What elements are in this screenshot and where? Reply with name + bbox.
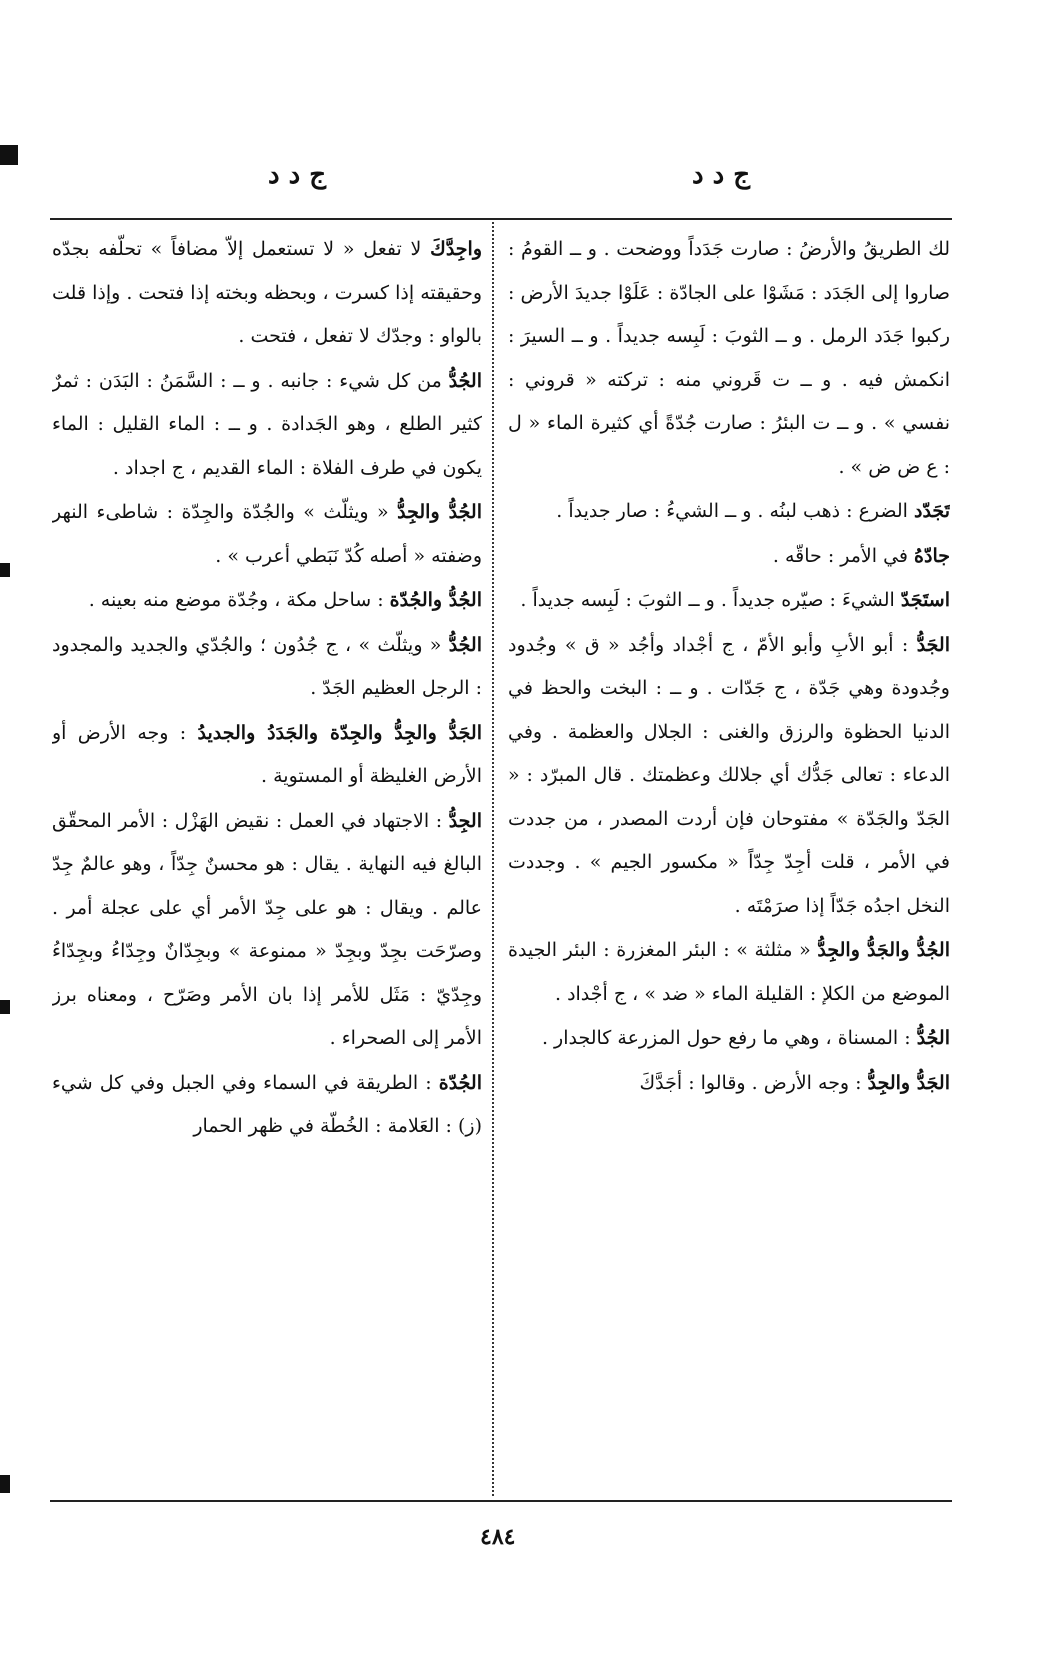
dictionary-entry [508, 489, 950, 534]
page-number: ٤٨٤ [480, 1524, 516, 1550]
definition: « مثلثة » : البئر المغزرة : البئر الجيدة الموضع من الكلإ : القليلة الماء « ضد » ، ج أجْداد . [508, 939, 950, 1005]
headword: جادّهُ [914, 544, 950, 567]
dictionary-entry [508, 1016, 950, 1061]
definition: الشيءَ : صيّره جديداً . و ــ الثوبَ : لَبِسه جديداً . [520, 589, 901, 611]
definition: : الطريقة في السماء وفي الجبل وفي كل شيء (ز) : العَلامة : الخُطّة في ظهر الحمار [52, 1071, 482, 1137]
headword: تَجَدّد [914, 500, 950, 522]
dictionary-entry [52, 578, 482, 623]
dictionary-entry [508, 228, 950, 489]
headword: الجُدّة [438, 1071, 482, 1094]
column-divider [492, 222, 494, 1496]
headword: الجِدُّ [448, 809, 482, 832]
dictionary-entry [52, 1061, 482, 1149]
right-column [508, 228, 950, 1490]
headword: الجَدُّ [916, 633, 950, 656]
headword: الجَدُّ والجِدُّ [867, 1071, 950, 1094]
definition: الضرع : ذهب لبنُه . و ــ الشيءُ : صار جديداً . [556, 500, 914, 522]
dictionary-entry [508, 1061, 950, 1106]
running-head-right: ج د د [692, 160, 751, 190]
dictionary-entry [508, 623, 950, 929]
dictionary-entry [508, 928, 950, 1016]
definition: لا تفعل « لا تستعمل إلاّ مضافاً » تحلّفه بجدّه وحقيقته إذا كسرت ، وبحظه وبخته إذا فتحت . وإذا قلت بالواو : وجدّك لا تفعل ، فتحت . [52, 238, 482, 347]
scan-edge-mark [0, 1475, 10, 1493]
definition: : الاجتهاد في العمل : نقيض الهَزْل : الأمر المحقّق البالغ فيه النهاية . يقال : هو محسنٌ جِدّاً ، وهو عالمٌ جِدّ عالم . ويقال : هو على جِدّ الأمر أي على عجلة أمر . وصرّحَت بجِدّ وبجِدّ « ممنوعة » وبجِدّانٌ وجِدّاءُ وبجِدّاءُ وجِدّيّ : مَثَل للأمر إذا بان الأمر وصَرّح ، ومعناه برز الأمر إلى الصحراء . [52, 809, 482, 1049]
definition: لك الطريقُ والأرضُ : صارت جَدَداً ووضحت . و ــ القومُ : صاروا إلى الجَدَد : مَشَوْا على الجادّة : عَلَوْا جديدَ الأرض : ركبوا جَدَد الرمل . و ــ الثوبَ : لَبِسه جديداً . و ــ السيرَ : انكمش فيه . و ــ ت قَروني منه : تركته « قروني : نفسي » . و ــ ت البئرُ : صارت جُدّةً أي كثيرة الماء « ل : ع ض ض » . [508, 238, 950, 478]
scan-edge-mark [0, 1000, 10, 1014]
headword: استَجَدّ [900, 589, 950, 611]
definition: : وجه الأرض أو الأرض الغليظة أو المستوية . [52, 721, 482, 787]
dictionary-entry [508, 534, 950, 579]
headword: الجُدُّ والجَدُّ والجِدُّ [817, 939, 950, 961]
left-column [52, 228, 482, 1490]
footer-rule [50, 1500, 952, 1502]
headword: الجُدُّ والجِدُّ [397, 501, 482, 523]
definition: : المسناة ، وهي ما رفع حول المزرعة كالجدار . [541, 1027, 917, 1049]
dictionary-entry [52, 623, 482, 711]
header-rule [50, 218, 952, 220]
definition: : وجه الأرض . وقالوا : أجَدَّكَ [639, 1071, 868, 1094]
definition: من كل شيء : جانبه . و ــ : السَّمَنُ : البَدَن : ثمرٌ كثير الطلع ، وهو الجَدادة . و ــ : الماء القليل : الماء يكون في طرف الفلاة : الماء القديم ، ج اجداد . [52, 369, 482, 479]
dictionary-entry [52, 228, 482, 359]
dictionary-entry [52, 711, 482, 799]
dictionary-entry [52, 359, 482, 491]
headword: الجُدُّ [916, 1027, 950, 1049]
definition: في الأمر : حاقّه . [772, 544, 915, 567]
headword: الجَدُّ والجِدُّ والجِدّة والجَدَدُ والجديدُ [197, 721, 482, 744]
scan-edge-mark [0, 145, 18, 165]
dictionary-entry [508, 578, 950, 623]
headword: الجُدُّ [448, 633, 482, 656]
definition: « ويثلّث » ، ج جُدُون ؛ والجُدّي والجديد والمجدود : الرجل العظيم الجَدّ . [52, 633, 482, 699]
definition: « ويثلّث » والجُدّة والجِدّة : شاطىء النهر وضفته « أصله كُدّ نَبَطي أعرب » . [52, 501, 482, 567]
definition: : أبو الأبِ وأبو الأمّ ، ج أجْداد وأجُد « ق » وجُدود وجُدودة وهي جَدّة ، ج جَدّات . و ــ : البخت والحظ في الدنيا الحظوة والرزق والغنى : الجلال والعظمة . وفي الدعاء : تعالى جَدُّك أي جلالك وعظمتك . قال المبرّد : « الجَدّ والجَدّة » مفتوحان فإن أردت المصدر ، من جددت في الأمر ، قلت أجِدّ جِدّاً « مكسور الجيم » . وجددت النخل اجدُه جَدّاً إذا صرَمْتَه . [508, 633, 950, 917]
running-head-left: ج د د [268, 160, 327, 190]
headword: واجِدَّكَ [430, 238, 482, 260]
headword: الجُدُّ [448, 369, 482, 392]
dictionary-entry [52, 799, 482, 1061]
scan-edge-mark [0, 563, 10, 577]
dictionary-entry [52, 490, 482, 578]
definition: : ساحل مكة ، وجُدّة موضع منه بعينه . [88, 589, 390, 611]
headword: الجُدُّ والجُدّة [389, 589, 482, 611]
